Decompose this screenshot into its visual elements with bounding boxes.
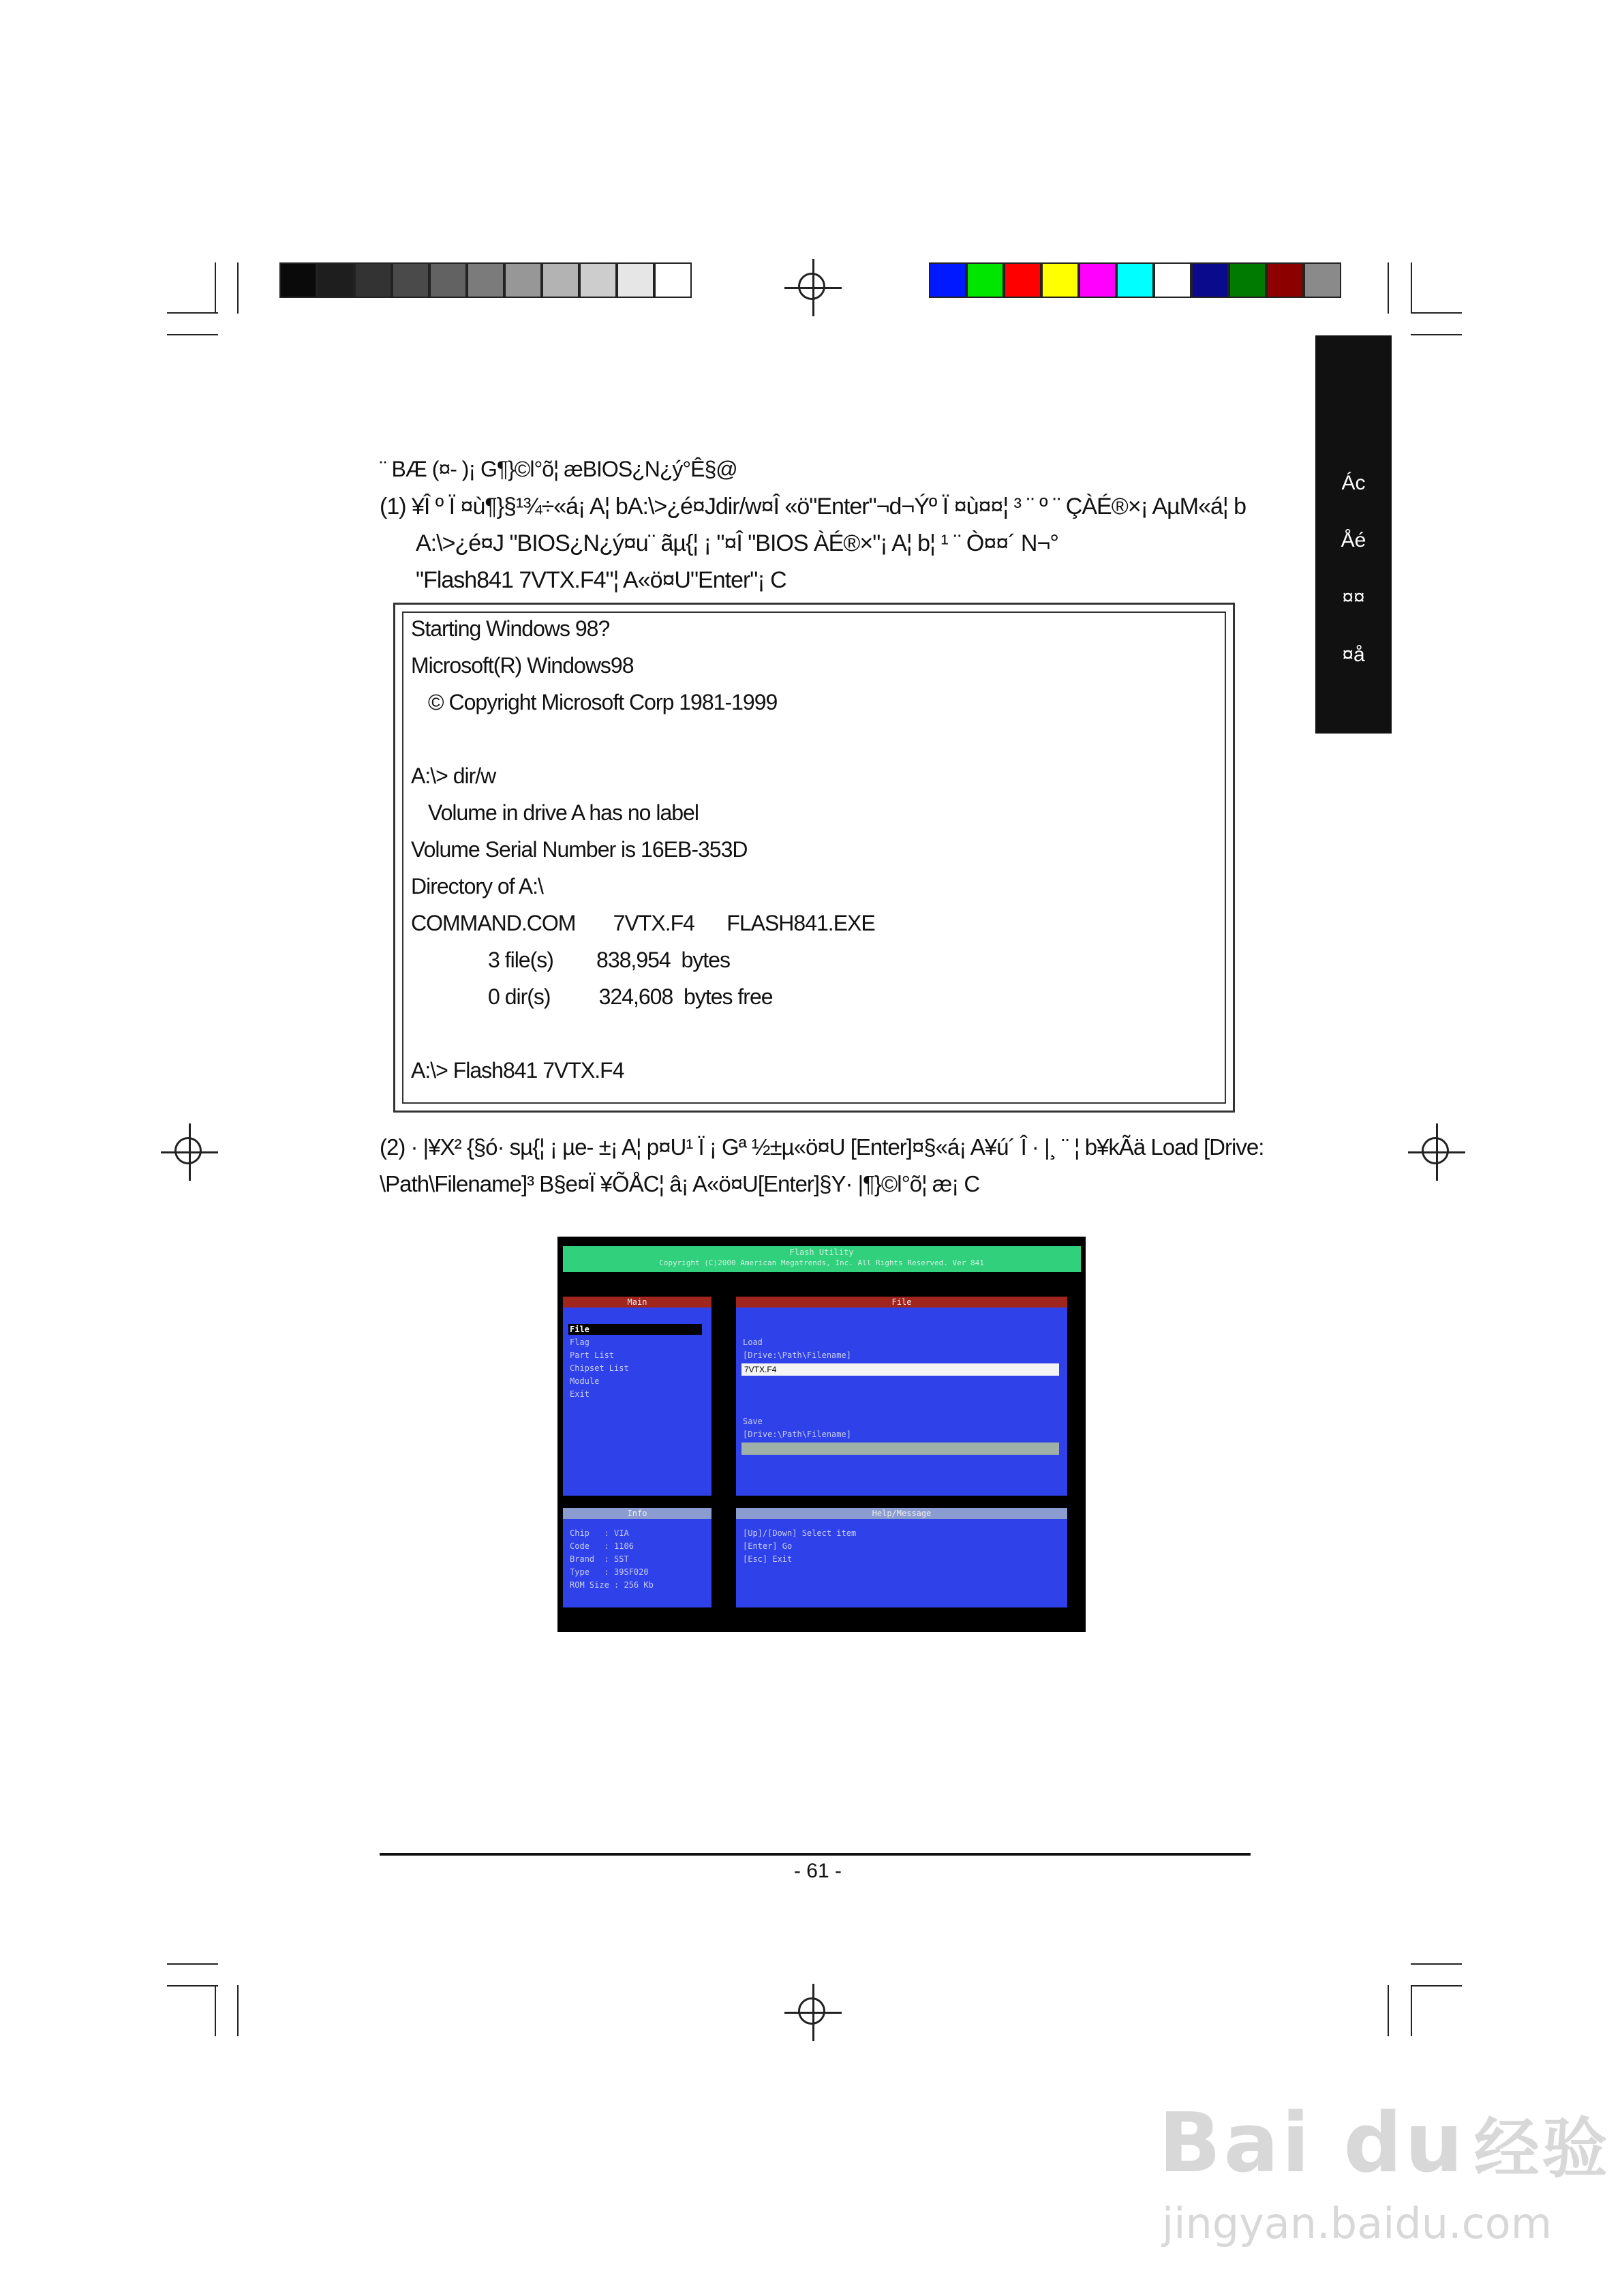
watermark-cn: 经验	[1473, 2111, 1610, 2187]
registration-mark-icon	[784, 1984, 842, 2041]
terminal-line: Starting Windows 98?	[411, 616, 610, 641]
info-line: Brand : SST	[570, 1554, 629, 1564]
color-swatch	[1116, 262, 1154, 298]
terminal-line: A:\> Flash841 7VTX.F4	[411, 1058, 624, 1083]
main-panel-header: Main	[563, 1297, 711, 1308]
page-number: - 61 -	[793, 1860, 842, 1882]
step-1-text: (1) ¥Î º Ï ¤ù¶}§¹¾÷«á¡ A¦ bA:\>¿é¤Jdir/w¤Î «ö"Enter"¬d¬Ýº Ï ¤ù¤¤¦ ³ ¨ º ¨ ÇÀÉ®×¡ AµM«á¦ b	[380, 494, 1246, 519]
crop-mark	[1411, 334, 1462, 335]
color-swatch	[1041, 262, 1079, 298]
color-swatch	[617, 262, 654, 298]
menu-item-chipset-list[interactable]: Chipset List	[570, 1363, 629, 1373]
save-label: Save	[743, 1417, 763, 1426]
color-swatch	[392, 262, 429, 298]
baidu-watermark-logo	[1159, 2096, 1610, 2191]
menu-item-module[interactable]: Module	[570, 1376, 600, 1386]
info-line: Type : 39SF020	[570, 1567, 649, 1577]
crop-mark	[167, 312, 218, 314]
registration-mark-icon	[161, 1123, 218, 1181]
terminal-line: Microsoft(R) Windows98	[411, 653, 634, 678]
color-swatch	[1229, 262, 1266, 298]
side-tab-char: Åé	[1341, 529, 1366, 552]
info-line: ROM Size : 256 Kb	[570, 1580, 654, 1590]
terminal-line: 3 file(s) 838,954 bytes	[488, 948, 730, 972]
color-swatch	[1004, 262, 1041, 298]
color-swatch	[929, 262, 966, 298]
color-swatch	[317, 262, 354, 298]
file-panel	[736, 1308, 1067, 1496]
terminal-line: COMMAND.COM 7VTX.F4 FLASH841.EXE	[411, 911, 875, 935]
copyright-text: Copyright (C)2000 American Megatrends, Inc. All Rights Reserved. Ver 841	[659, 1258, 984, 1267]
section-heading: ¨ BÆ (¤- )¡ G¶}©l°õ¦ æBIOS¿N¿ý°Ê§@	[380, 457, 737, 481]
color-swatch	[1079, 262, 1116, 298]
menu-item-flag[interactable]: Flag	[570, 1338, 590, 1347]
crop-mark	[167, 1985, 218, 1987]
help-panel-header: Help/Message	[736, 1508, 1067, 1519]
menu-item-part-list[interactable]: Part List	[570, 1350, 615, 1360]
step-2-text: (2) · |¥X² {§ó· sµ{¦ ¡ µe- ±¡ A¦ p¤U¹ Ï ¡ Gª ½±µ«ö¤U [Enter]¤§«á¡ A¥ú´ Î · |¸ ¨ ¦ b¥kÃä Load [Drive:	[380, 1134, 1264, 1160]
crop-mark	[215, 262, 216, 314]
side-tab-char: ¤¤	[1342, 586, 1365, 609]
color-swatch	[1154, 262, 1191, 298]
terminal-line: Volume Serial Number is 16EB-353D	[411, 837, 748, 862]
color-swatch	[966, 262, 1004, 298]
color-swatch	[504, 262, 542, 298]
info-panel-header: Info	[563, 1508, 711, 1519]
terminal-line: Directory of A:\	[411, 874, 543, 898]
utility-title: Flash Utility	[789, 1248, 854, 1257]
watermark-brand: Bai du	[1159, 2096, 1466, 2191]
crop-mark	[167, 1963, 218, 1965]
step-1-text: "Flash841 7VTX.F4"¦ A«ö¤U"Enter"¡ C	[416, 567, 786, 593]
crop-mark	[1411, 312, 1462, 314]
side-tab-char: Ác	[1341, 472, 1366, 494]
save-filename-input[interactable]	[741, 1442, 1059, 1455]
language-side-tab	[1315, 335, 1392, 734]
terminal-line: © Copyright Microsoft Corp 1981-1999	[428, 690, 778, 714]
crop-mark	[1388, 262, 1389, 314]
color-swatch	[654, 262, 692, 298]
save-path-hint: [Drive:\Path\Filename]	[743, 1430, 851, 1439]
crop-mark	[237, 1985, 239, 2036]
color-swatch	[542, 262, 579, 298]
registration-mark-icon	[1408, 1123, 1465, 1181]
load-filename-input[interactable]	[741, 1363, 1059, 1376]
menu-item-file[interactable]: File	[570, 1325, 590, 1334]
color-swatch	[579, 262, 617, 298]
color-swatch	[467, 262, 504, 298]
color-swatch	[1266, 262, 1304, 298]
crop-mark	[1411, 262, 1412, 314]
terminal-line: Volume in drive A has no label	[428, 800, 699, 825]
side-tab-char: ¤å	[1342, 644, 1365, 666]
help-line: [Enter] Go	[743, 1541, 793, 1551]
crop-mark	[167, 334, 218, 335]
crop-mark	[237, 262, 239, 314]
crop-mark	[1388, 1985, 1389, 2036]
color-swatch	[1304, 262, 1341, 298]
step-1-text: A:\>¿é¤J "BIOS¿N¿ý¤u¨ ãµ{¦ ¡ "¤Î "BIOS ÀÉ®×"¡ A¦ b¦ ¹ ¨ Ò¤¤´ N¬°	[416, 530, 1058, 556]
color-swatch	[1191, 262, 1229, 298]
info-line: Code : 1106	[570, 1541, 634, 1551]
info-line: Chip : VIA	[570, 1528, 629, 1538]
load-filename-value: 7VTX.F4	[744, 1365, 777, 1374]
crop-mark	[1411, 1985, 1462, 1987]
help-line: [Esc] Exit	[743, 1554, 793, 1564]
crop-mark	[1411, 1963, 1462, 1965]
help-line: [Up]/[Down] Select item	[743, 1528, 857, 1538]
main-menu-panel	[563, 1308, 711, 1496]
registration-mark-icon	[784, 259, 842, 316]
crop-mark	[215, 1985, 216, 2036]
color-swatch	[279, 262, 317, 298]
load-path-hint: [Drive:\Path\Filename]	[743, 1350, 851, 1360]
terminal-line: A:\> dir/w	[411, 764, 496, 788]
step-2-text: \Path\Filename]³ B§e¤Ï ¥ÕÅC¦ â¡ A«ö¤U[Enter]§Y· |¶}©l°õ¦ æ¡ C	[380, 1171, 980, 1196]
color-swatch	[429, 262, 467, 298]
color-swatch	[354, 262, 392, 298]
terminal-line: 0 dir(s) 324,608 bytes free	[488, 984, 773, 1009]
file-panel-header: File	[736, 1297, 1067, 1308]
flash-utility-screenshot	[557, 1237, 1086, 1632]
menu-item-exit[interactable]: Exit	[570, 1389, 590, 1399]
load-label: Load	[743, 1338, 763, 1347]
footer-rule	[380, 1853, 1251, 1856]
watermark-url: jingyan.baidu.com	[1162, 2199, 1552, 2248]
crop-mark	[1411, 1985, 1412, 2036]
